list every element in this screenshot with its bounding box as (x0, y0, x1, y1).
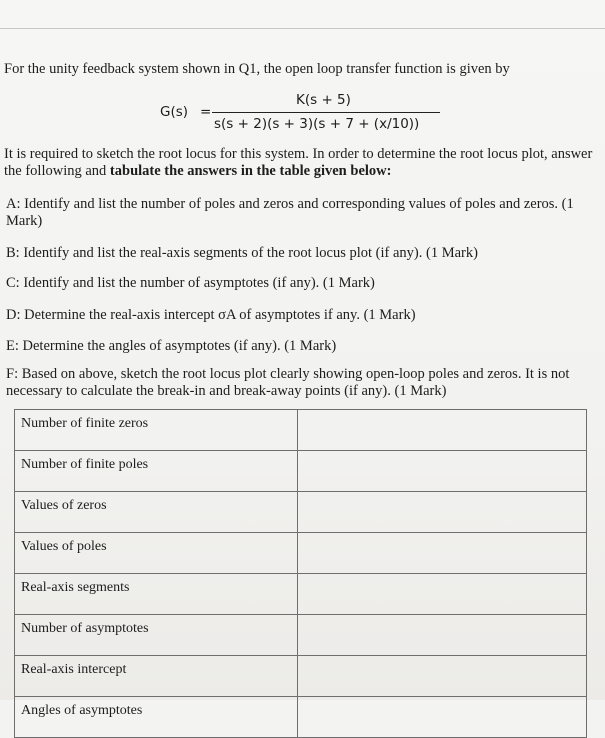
top-divider (0, 28, 605, 29)
table-row (15, 656, 587, 697)
table-row (15, 615, 587, 656)
row-label: Values of zeros (15, 492, 298, 533)
answer-cell[interactable] (298, 656, 587, 697)
fraction-bar (212, 112, 440, 113)
table-row (15, 574, 587, 615)
table-row (15, 410, 587, 451)
table-row (15, 451, 587, 492)
row-label: Number of asymptotes (15, 615, 298, 656)
table-row (15, 492, 587, 533)
answer-cell[interactable] (298, 697, 587, 738)
instructions-text: It is required to sketch the root locus for this system. In order to determine the root locus plot, answer the following and (4, 146, 593, 179)
question-a: A: Identify and list the number of poles and zeros and corresponding values of poles and zeros. (1 Mark) (6, 196, 574, 229)
question-f: F: Based on above, sketch the root locus plot clearly showing open-loop poles and zeros. It is not necessary to calculate the break-in and break-away points (if any). (1 Mark) (6, 366, 570, 399)
question-b: B: Identify and list the real-axis segments of the root locus plot (if any). (1 Mark) (6, 245, 478, 261)
instructions-paragraph (4, 146, 602, 180)
row-label: Number of finite zeros (15, 410, 298, 451)
question-d: D: Determine the real-axis intercept σA of asymptotes if any. (1 Mark) (6, 307, 416, 323)
row-label: Angles of asymptotes (15, 697, 298, 738)
transfer-function-equation (160, 92, 460, 136)
answer-cell[interactable] (298, 574, 587, 615)
question-c: C: Identify and list the number of asymptotes (if any). (1 Mark) (6, 275, 375, 291)
intro-text: For the unity feedback system shown in Q1, the open loop transfer function is given by (4, 61, 510, 77)
table-row (15, 533, 587, 574)
answer-cell[interactable] (298, 615, 587, 656)
answer-table (14, 409, 587, 738)
equation-lhs: G(s) (160, 104, 189, 120)
answer-cell[interactable] (298, 533, 587, 574)
equation-denominator: s(s + 2)(s + 3)(s + 7 + (x/10)) (214, 116, 420, 132)
question-e: E: Determine the angles of asymptotes (if any). (1 Mark) (6, 338, 337, 354)
instructions-bold-text: tabulate the answers in the table given below: (109, 163, 392, 179)
answer-cell[interactable] (298, 451, 587, 492)
table-row (15, 697, 587, 738)
answer-cell[interactable] (298, 410, 587, 451)
answer-cell[interactable] (298, 492, 587, 533)
equation-numerator: K(s + 5) (296, 92, 351, 108)
row-label: Values of poles (15, 533, 298, 574)
row-label: Number of finite poles (15, 451, 298, 492)
row-label: Real-axis intercept (15, 656, 298, 697)
equation-equals: = (200, 104, 212, 120)
row-label: Real-axis segments (15, 574, 298, 615)
